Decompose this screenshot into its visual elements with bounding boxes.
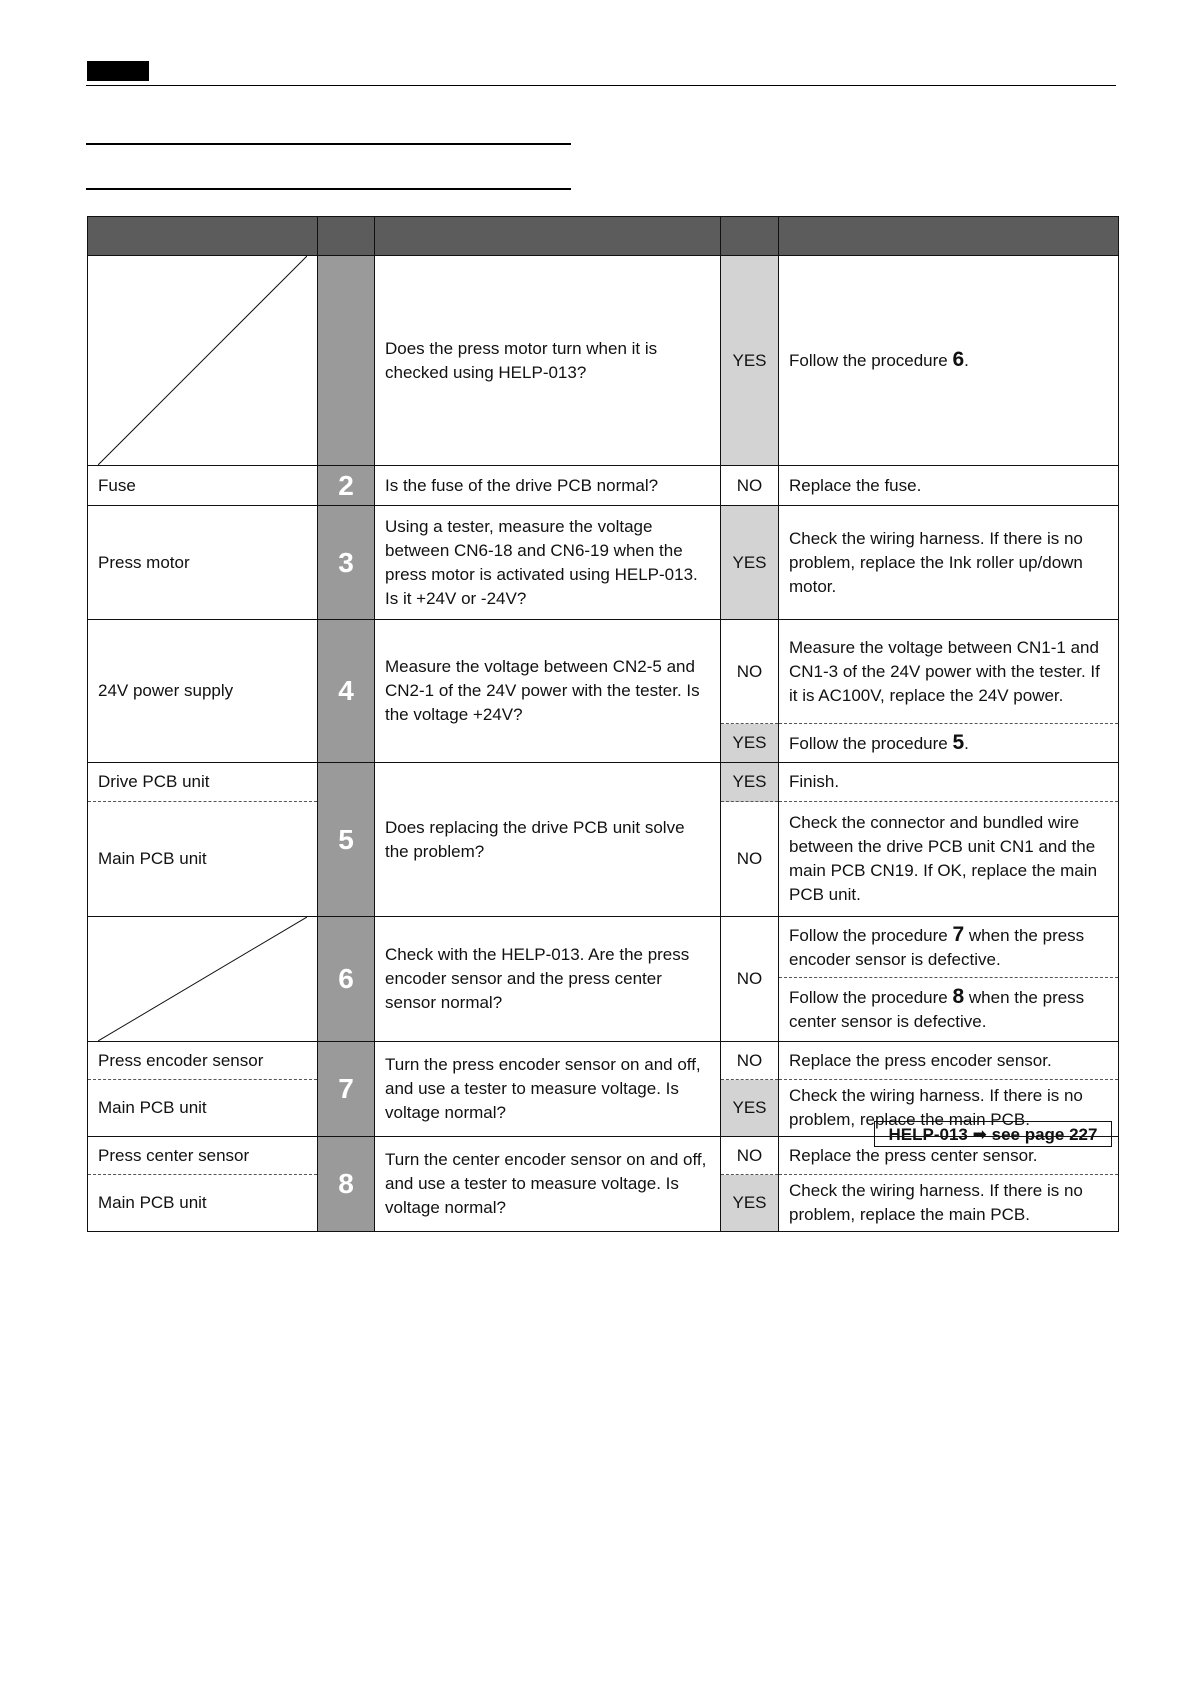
answer-no: NO xyxy=(721,466,779,506)
table-row xyxy=(88,620,1119,724)
action-text: Follow the procedure 5. xyxy=(779,724,1119,763)
action-text: Replace the fuse. xyxy=(779,466,1119,506)
step-number: 7 xyxy=(318,1042,375,1137)
header-cause xyxy=(88,217,318,256)
header-result xyxy=(721,217,779,256)
answer-yes: YES xyxy=(721,1080,779,1137)
table-row xyxy=(88,256,1119,466)
page-tab-marker xyxy=(87,61,149,81)
table-row xyxy=(88,466,1119,506)
step-number: 8 xyxy=(318,1137,375,1232)
cause-text: Main PCB unit xyxy=(88,1175,318,1232)
step-number: 2 xyxy=(318,466,375,506)
check-text: Does replacing the drive PCB unit solve the problem? xyxy=(375,763,721,917)
table-row xyxy=(88,917,1119,978)
check-text: Measure the voltage between CN2-5 and CN2-1 of the 24V power with the tester. Is the voltage +24V? xyxy=(375,620,721,763)
action-text: Check the wiring harness. If there is no problem, replace the main PCB. xyxy=(779,1175,1119,1232)
check-text: Using a tester, measure the voltage between CN6-18 and CN6-19 when the press motor is activated using HELP-013. Is it +24V or -24V? xyxy=(375,506,721,620)
diagonal-cell xyxy=(88,256,318,466)
header-check xyxy=(375,217,721,256)
cause-text: Press encoder sensor xyxy=(88,1042,318,1080)
answer-no: NO xyxy=(721,620,779,724)
step-number: 4 xyxy=(318,620,375,763)
cause-text: Press center sensor xyxy=(88,1137,318,1175)
check-text: Check with the HELP-013. Are the press encoder sensor and the press center sensor normal? xyxy=(375,917,721,1042)
answer-yes: YES xyxy=(721,1175,779,1232)
header-action xyxy=(779,217,1119,256)
action-text: Follow the procedure 8 when the press center sensor is defective. xyxy=(779,978,1119,1042)
cause-text: Press motor xyxy=(88,506,318,620)
diagonal-cell xyxy=(88,917,318,1042)
answer-no: NO xyxy=(721,802,779,917)
action-text: Check the wiring harness. If there is no problem, replace the Ink roller up/down motor. xyxy=(779,506,1119,620)
header-rule xyxy=(86,85,1116,86)
answer-no: NO xyxy=(721,1137,779,1175)
check-text: Does the press motor turn when it is checked using HELP-013? xyxy=(375,256,721,466)
action-text: Follow the procedure 7 when the press encoder sensor is defective. xyxy=(779,917,1119,978)
step-1 xyxy=(318,256,375,466)
check-text: Turn the press encoder sensor on and off, and use a tester to measure voltage. Is voltage normal? xyxy=(375,1042,721,1137)
action-text: Follow the procedure 6. xyxy=(779,256,1119,466)
answer-no: NO xyxy=(721,917,779,1042)
title-rule-1 xyxy=(86,143,571,145)
action-text: Check the connector and bundled wire between the drive PCB unit CN1 and the main PCB CN19. If OK, replace the main PCB unit. xyxy=(779,802,1119,917)
table-row xyxy=(88,1042,1119,1080)
table-row xyxy=(88,763,1119,802)
table-header-row xyxy=(88,217,1119,256)
action-text: Replace the press encoder sensor. xyxy=(779,1042,1119,1080)
arrow-icon: ➡ xyxy=(972,1125,987,1144)
cause-text: Fuse xyxy=(88,466,318,506)
troubleshooting-table xyxy=(87,216,1119,1232)
cause-text: Main PCB unit xyxy=(88,802,318,917)
answer-yes: YES xyxy=(721,256,779,466)
answer-yes: YES xyxy=(721,763,779,802)
title-rule-2 xyxy=(86,188,571,190)
action-text: Measure the voltage between CN1-1 and CN1-3 of the 24V power with the tester. If it is AC100V, replace the 24V power. xyxy=(779,620,1119,724)
help-code: HELP-013 xyxy=(888,1125,968,1144)
table-row xyxy=(88,506,1119,620)
answer-no: NO xyxy=(721,1042,779,1080)
answer-yes: YES xyxy=(721,724,779,763)
header-step xyxy=(318,217,375,256)
action-text: Replace the press center sensor. xyxy=(779,1137,1119,1175)
check-text: Is the fuse of the drive PCB normal? xyxy=(375,466,721,506)
action-text: Check the wiring harness. If there is no problem, replace the main PCB. xyxy=(779,1080,1119,1137)
check-text: Turn the center encoder sensor on and off, and use a tester to measure voltage. Is voltage normal? xyxy=(375,1137,721,1232)
action-text: Finish. xyxy=(779,763,1119,802)
answer-yes: YES xyxy=(721,506,779,620)
help-reference xyxy=(874,1121,1112,1147)
cause-text: Main PCB unit xyxy=(88,1080,318,1137)
step-number: 3 xyxy=(318,506,375,620)
cause-text: Drive PCB unit xyxy=(88,763,318,802)
step-number: 5 xyxy=(318,763,375,917)
step-number: 6 xyxy=(318,917,375,1042)
page-reference: see page 227 xyxy=(991,1125,1098,1144)
cause-text: 24V power supply xyxy=(88,620,318,763)
